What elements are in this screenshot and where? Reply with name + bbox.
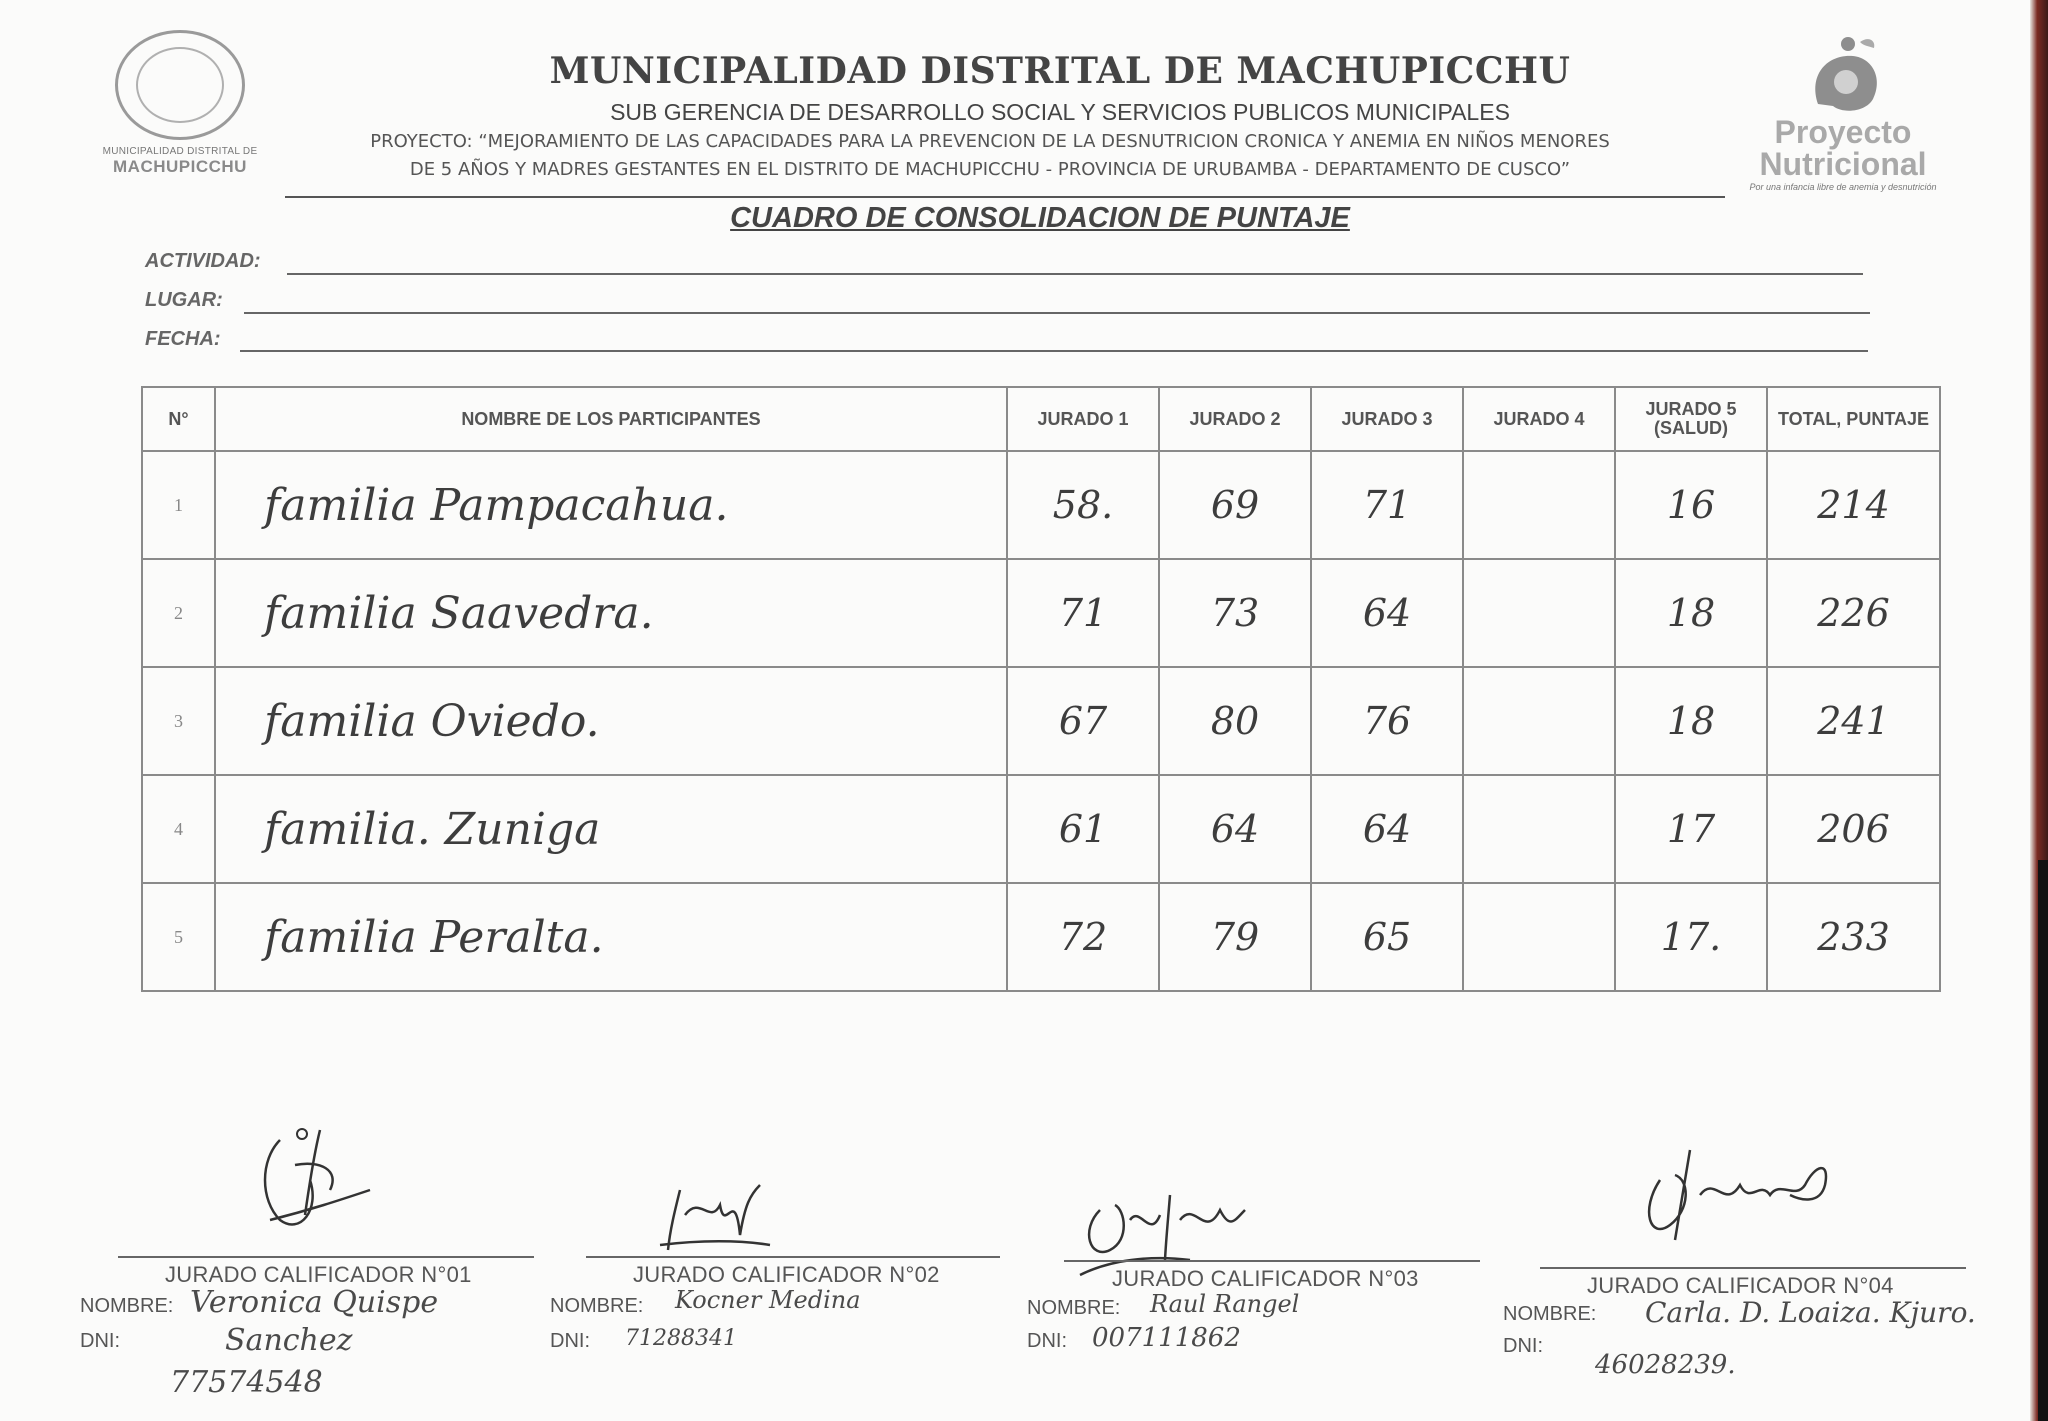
activity-label: ACTIVIDAD: <box>145 250 261 272</box>
municipal-seal-icon <box>115 30 245 140</box>
activity-field[interactable] <box>287 273 1863 275</box>
score-juror-4[interactable] <box>1463 559 1615 667</box>
juror-4-name-label: NOMBRE: <box>1503 1303 1597 1325</box>
juror-2-dni-label: DNI: <box>550 1330 590 1352</box>
score-total[interactable]: 214 <box>1767 451 1940 559</box>
score-juror-1[interactable]: 71 <box>1007 559 1159 667</box>
score-juror-3[interactable]: 64 <box>1311 559 1463 667</box>
form-title: CUADRO DE CONSOLIDACION DE PUNTAJE <box>730 202 1350 234</box>
page-title: MUNICIPALIDAD DISTRITAL DE MACHUPICCHU <box>549 50 1571 92</box>
project-line-2: DE 5 AÑOS Y MADRES GESTANTES EN EL DISTRITO DE MACHUPICCHU - PROVINCIA DE URUBAMBA - DEPARTAMENTO DE CUSCO” <box>409 159 1571 180</box>
score-table <box>141 386 1941 992</box>
proyecto-nutricional-logo <box>1738 34 1948 204</box>
table-row <box>142 883 1940 991</box>
score-total[interactable]: 226 <box>1767 559 1940 667</box>
project-description <box>240 128 1740 184</box>
score-juror-5[interactable]: 16 <box>1615 451 1767 559</box>
participant-name[interactable]: familia Pampacahua. <box>215 451 1007 559</box>
row-number: 4 <box>142 775 215 883</box>
page-edge-dark <box>2038 860 2048 1421</box>
header-juror-3: JURADO 3 <box>1311 387 1463 451</box>
place-label: LUGAR: <box>145 289 223 311</box>
score-juror-4[interactable] <box>1463 667 1615 775</box>
juror-1-signature-line <box>118 1256 534 1258</box>
score-juror-5[interactable]: 18 <box>1615 559 1767 667</box>
score-juror-5[interactable]: 17. <box>1615 883 1767 991</box>
score-total[interactable]: 233 <box>1767 883 1940 991</box>
table-row <box>142 451 1940 559</box>
municipality-logo <box>100 30 260 200</box>
juror-1-caption: JURADO CALIFICADOR N°01 <box>165 1262 472 1287</box>
participant-name[interactable]: familia Peralta. <box>215 883 1007 991</box>
table-row <box>142 559 1940 667</box>
table-row <box>142 667 1940 775</box>
place-field[interactable] <box>244 312 1870 314</box>
score-juror-3[interactable]: 76 <box>1311 667 1463 775</box>
score-juror-1[interactable]: 67 <box>1007 667 1159 775</box>
juror-2-caption: JURADO CALIFICADOR N°02 <box>633 1262 940 1287</box>
row-number: 3 <box>142 667 215 775</box>
logo-right-line1: Proyecto <box>1774 114 1912 150</box>
juror-2-name-label: NOMBRE: <box>550 1295 644 1317</box>
juror-1-name-label: NOMBRE: <box>80 1295 174 1317</box>
score-juror-1[interactable]: 61 <box>1007 775 1159 883</box>
juror-2-dni[interactable]: 71288341 <box>625 1326 737 1351</box>
juror-4-signature-line <box>1540 1267 1966 1269</box>
participant-name[interactable]: familia Oviedo. <box>215 667 1007 775</box>
score-juror-4[interactable] <box>1463 883 1615 991</box>
score-juror-1[interactable]: 58. <box>1007 451 1159 559</box>
header-total: TOTAL, PUNTAJE <box>1767 387 1940 451</box>
participant-name[interactable]: familia. Zuniga <box>215 775 1007 883</box>
header-juror-4: JURADO 4 <box>1463 387 1615 451</box>
score-juror-2[interactable]: 79 <box>1159 883 1311 991</box>
juror-2-signature-line <box>586 1256 1000 1258</box>
juror-1-name[interactable]: Veronica Quispe <box>190 1285 439 1320</box>
logo-right-line2: Nutricional <box>1759 146 1927 182</box>
score-juror-1[interactable]: 72 <box>1007 883 1159 991</box>
juror-3-name[interactable]: Raul Rangel <box>1150 1290 1300 1318</box>
score-total[interactable]: 241 <box>1767 667 1940 775</box>
row-number: 2 <box>142 559 215 667</box>
header-number: N° <box>142 387 215 451</box>
juror-2-name[interactable]: Kocner Medina <box>675 1286 861 1314</box>
row-number: 1 <box>142 451 215 559</box>
score-juror-4[interactable] <box>1463 451 1615 559</box>
header-participant-name: NOMBRE DE LOS PARTICIPANTES <box>215 387 1007 451</box>
header-juror-1: JURADO 1 <box>1007 387 1159 451</box>
mother-child-icon <box>1798 34 1888 116</box>
page-subtitle: SUB GERENCIA DE DESARROLLO SOCIAL Y SERVICIOS PUBLICOS MUNICIPALES <box>610 99 1510 125</box>
juror-3-signature-line <box>1064 1260 1480 1262</box>
juror-1-name-continued[interactable]: Sanchez <box>225 1323 353 1358</box>
score-juror-2[interactable]: 73 <box>1159 559 1311 667</box>
score-total[interactable]: 206 <box>1767 775 1940 883</box>
juror-1-signature <box>250 1120 390 1240</box>
score-juror-3[interactable]: 64 <box>1311 775 1463 883</box>
score-juror-2[interactable]: 64 <box>1159 775 1311 883</box>
juror-4-dni-label: DNI: <box>1503 1335 1543 1357</box>
juror-4-caption: JURADO CALIFICADOR N°04 <box>1587 1273 1894 1298</box>
score-juror-2[interactable]: 69 <box>1159 451 1311 559</box>
table-header-row <box>142 387 1940 451</box>
juror-3-name-label: NOMBRE: <box>1027 1297 1121 1319</box>
juror-4-dni[interactable]: 46028239. <box>1595 1350 1736 1380</box>
row-number: 5 <box>142 883 215 991</box>
score-juror-4[interactable] <box>1463 775 1615 883</box>
score-juror-5[interactable]: 18 <box>1615 667 1767 775</box>
juror-3-caption: JURADO CALIFICADOR N°03 <box>1112 1266 1419 1291</box>
juror-2-signature <box>640 1175 780 1255</box>
header-juror-5: JURADO 5 (SALUD) <box>1615 387 1767 451</box>
logo-left-small-text: MUNICIPALIDAD DISTRITAL DE <box>102 146 258 157</box>
project-line-1: PROYECTO: “MEJORAMIENTO DE LAS CAPACIDADES PARA LA PREVENCION DE LA DESNUTRICION CRONICA Y ANEMIA EN NIÑOS MENORES <box>370 131 1610 152</box>
juror-4-name[interactable]: Carla. D. Loaiza. Kjuro. <box>1645 1296 1976 1329</box>
date-field[interactable] <box>240 350 1868 352</box>
date-label: FECHA: <box>145 328 221 350</box>
juror-3-dni[interactable]: 007111862 <box>1092 1323 1241 1353</box>
score-juror-3[interactable]: 71 <box>1311 451 1463 559</box>
juror-1-dni-label: DNI: <box>80 1330 120 1352</box>
header-juror-2: JURADO 2 <box>1159 387 1311 451</box>
juror-3-signature <box>1070 1180 1270 1280</box>
logo-left-brand-text: MACHUPICCHU <box>113 157 247 176</box>
header-divider <box>285 196 1725 198</box>
participant-name[interactable]: familia Saavedra. <box>215 559 1007 667</box>
juror-3-dni-label: DNI: <box>1027 1330 1067 1352</box>
table-row <box>142 775 1940 883</box>
score-juror-5[interactable]: 17 <box>1615 775 1767 883</box>
juror-1-dni[interactable]: 77574548 <box>170 1365 323 1400</box>
logo-right-tagline: Por una infancia libre de anemia y desnutrición <box>1749 182 1937 192</box>
score-juror-2[interactable]: 80 <box>1159 667 1311 775</box>
score-juror-3[interactable]: 65 <box>1311 883 1463 991</box>
juror-4-signature <box>1630 1140 1850 1250</box>
